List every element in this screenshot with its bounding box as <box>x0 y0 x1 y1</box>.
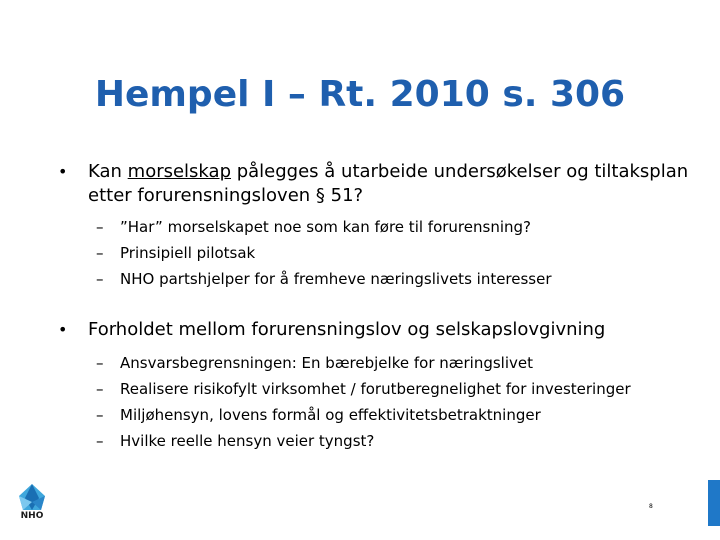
dash-marker: – <box>96 244 104 262</box>
sub-item-text: Hvilke reelle hensyn veier tyngst? <box>120 432 375 450</box>
bullet-1-text-post: pålegges å utarbeide undersøkelser og tiltaksplan etter forurensningsloven § 51? <box>88 161 689 206</box>
sub-item <box>58 214 698 240</box>
main-bullet-2 <box>58 318 698 342</box>
page-number: 8 <box>649 503 653 510</box>
bullet-2-text: Forholdet mellom forurensningslov og selskapslovgivning <box>88 319 606 340</box>
sub-list-2 <box>58 350 698 454</box>
slide-title: Hempel I – Rt. 2010 s. 306 <box>94 74 626 115</box>
dash-marker: – <box>96 380 104 398</box>
nho-logo-text: NHO <box>20 511 44 521</box>
sub-item <box>58 402 698 428</box>
bullet-section-2 <box>58 318 698 454</box>
main-bullet-1 <box>58 160 698 208</box>
sub-item <box>58 350 698 376</box>
sub-item-text: Realisere risikofylt virksomhet / forutberegnelighet for investeringer <box>120 380 631 398</box>
accent-bar <box>708 480 720 526</box>
bullet-1-text-pre: Kan <box>88 161 128 182</box>
sub-item-text: Miljøhensyn, lovens formål og effektivitetsbetraktninger <box>120 406 541 424</box>
bullet-section-1 <box>58 160 698 292</box>
sub-list-1 <box>58 214 698 292</box>
sub-item <box>58 376 698 402</box>
bullet-1-underlined-word: morselskap <box>127 161 231 182</box>
sub-item <box>58 266 698 292</box>
bullet-dot: • <box>58 162 68 181</box>
dash-marker: – <box>96 218 104 236</box>
sub-item <box>58 428 698 454</box>
bullet-dot: • <box>58 320 68 339</box>
dash-marker: – <box>96 354 104 372</box>
dash-marker: – <box>96 406 104 424</box>
sub-item-text: Ansvarsbegrensningen: En bærebjelke for næringslivet <box>120 354 533 372</box>
sub-item <box>58 240 698 266</box>
sub-item-text: NHO partshjelper for å fremheve næringslivets interesser <box>120 270 552 288</box>
sub-item-text: Prinsipiell pilotsak <box>120 244 256 262</box>
dash-marker: – <box>96 432 104 450</box>
dash-marker: – <box>96 270 104 288</box>
sub-item-text: ”Har” morselskapet noe som kan føre til forurensning? <box>120 218 531 236</box>
